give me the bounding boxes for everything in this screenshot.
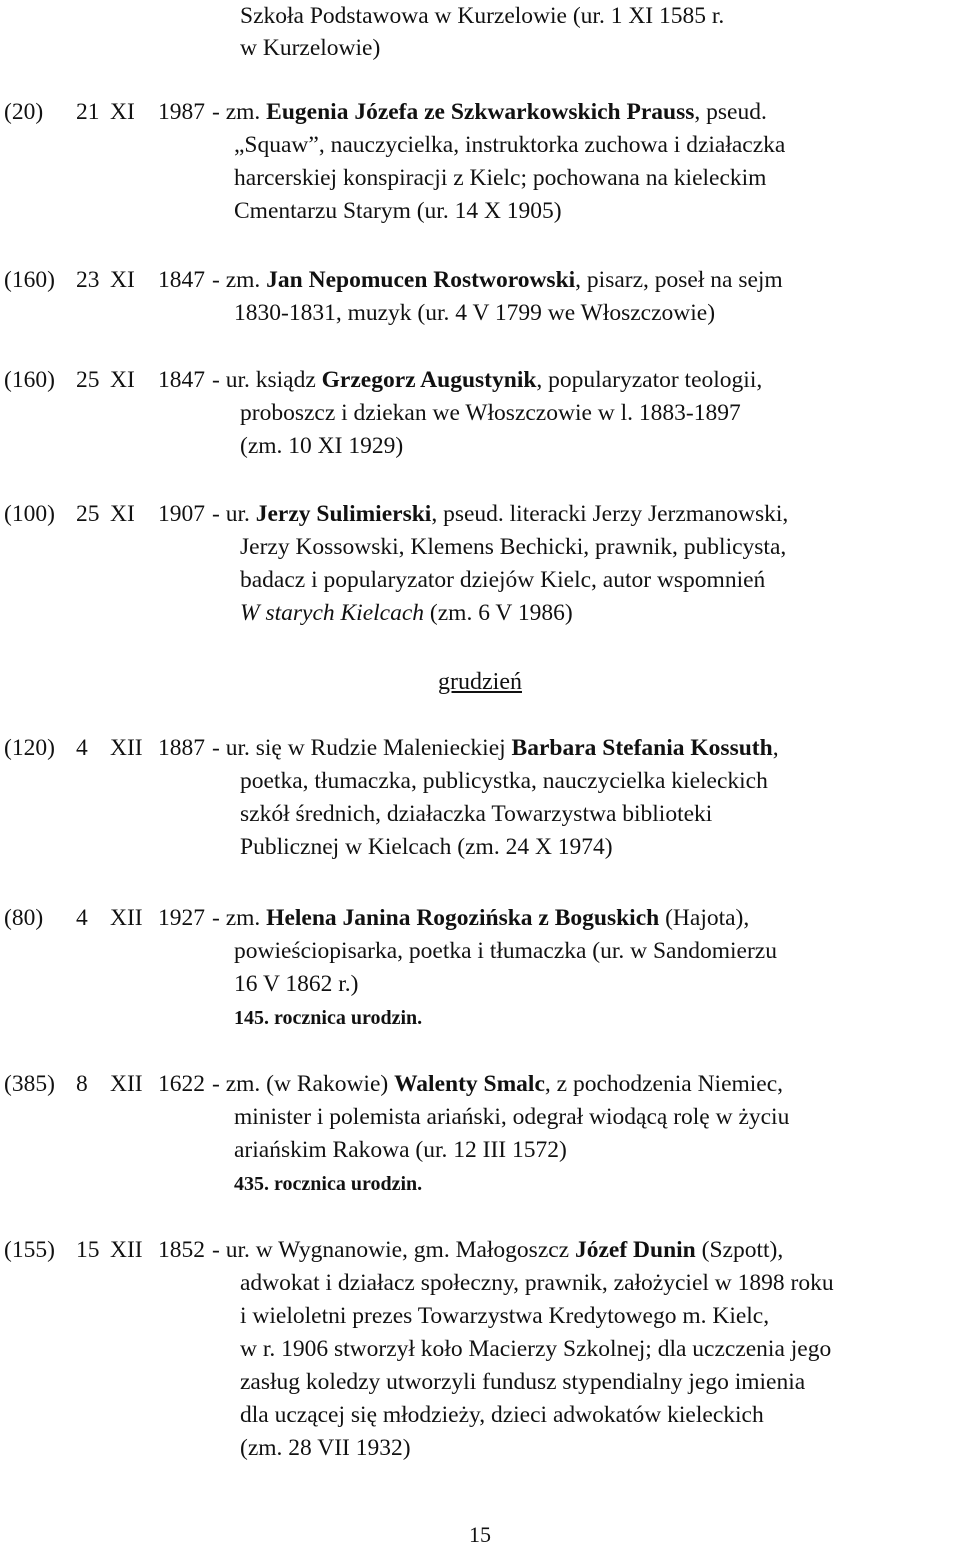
year: 1907 — [158, 501, 205, 527]
event-type: - ur. ksiądz Grzegorz Augustynik, popularyzator teologii, — [212, 367, 763, 393]
entry-line: Cmentarzu Starym (ur. 14 X 1905) — [234, 198, 562, 224]
entry-line: minister i polemista ariański, odegrał wiodącą rolę w życiu — [234, 1104, 790, 1130]
day: 23 — [76, 267, 100, 293]
entry-line: powieściopisarka, poetka i tłumaczka (ur. w Sandomierzu — [234, 938, 777, 964]
year: 1847 — [158, 367, 205, 393]
book-title: W starych Kielcach — [240, 600, 425, 626]
anniversary-note: 145. rocznica urodzin. — [234, 1007, 423, 1029]
entry-line: poetka, tłumaczka, publicystka, nauczycielka kieleckich — [240, 768, 768, 794]
amount: (160) — [4, 367, 55, 393]
month: XII — [110, 1071, 143, 1097]
day: 8 — [76, 1071, 88, 1097]
entry-line: W starych Kielcach (zm. 6 V 1986) — [240, 600, 573, 626]
event-type: - zm. Eugenia Józefa ze Szkwarkowskich Prauss, pseud. — [212, 99, 767, 125]
entry-line: badacz i popularyzator dziejów Kielc, autor wspomnień — [240, 567, 766, 593]
person-name: Eugenia Józefa ze Szkwarkowskich Prauss — [266, 99, 695, 125]
day: 15 — [76, 1237, 100, 1263]
year: 1852 — [158, 1237, 205, 1263]
amount: (160) — [4, 267, 55, 293]
person-name: Jerzy Sulimierski — [255, 501, 432, 527]
amount: (120) — [4, 735, 55, 761]
person-name: Jan Nepomucen Rostworowski — [266, 267, 576, 293]
amount: (100) — [4, 501, 55, 527]
entry-line: (zm. 28 VII 1932) — [240, 1435, 411, 1461]
month: XI — [110, 501, 135, 527]
entry-line: w r. 1906 stworzył koło Macierzy Szkolnej; dla uczczenia jego — [240, 1336, 832, 1362]
month-heading: grudzień — [438, 669, 522, 695]
year: 1987 — [158, 99, 205, 125]
entry-line: zasług koledzy utworzyli fundusz stypendialny jego imienia — [240, 1369, 806, 1395]
month: XII — [110, 905, 143, 931]
person-name: Józef Dunin — [574, 1237, 696, 1263]
event-type: - ur. w Wygnanowie, gm. Małogoszcz Józef Dunin (Szpott), — [212, 1237, 784, 1263]
entry-line: 16 V 1862 r.) — [234, 971, 359, 997]
month: XI — [110, 99, 135, 125]
day: 25 — [76, 367, 100, 393]
entry-line: ariańskim Rakowa (ur. 12 III 1572) — [234, 1137, 567, 1163]
month: XI — [110, 367, 135, 393]
person-name: Helena Janina Rogozińska z Boguskich — [266, 905, 660, 931]
entry-line: szkół średnich, działaczka Towarzystwa biblioteki — [240, 801, 713, 827]
event-type: - ur. się w Rudzie Malenieckiej Barbara Stefania Kossuth, — [212, 735, 779, 761]
year: 1887 — [158, 735, 205, 761]
day: 4 — [76, 905, 88, 931]
year: 1622 — [158, 1071, 205, 1097]
top-fragment-line: Szkoła Podstawowa w Kurzelowie (ur. 1 XI 1585 r. — [240, 3, 725, 29]
amount: (80) — [4, 905, 44, 931]
entry-line: „Squaw”, nauczycielka, instruktorka zuchowa i działaczka — [234, 132, 786, 158]
entry-line: Publicznej w Kielcach (zm. 24 X 1974) — [240, 834, 613, 860]
event-type: - zm. Helena Janina Rogozińska z Boguskich (Hajota), — [212, 905, 750, 931]
anniversary-note: 435. rocznica urodzin. — [234, 1173, 423, 1195]
day: 21 — [76, 99, 100, 125]
amount: (20) — [4, 99, 44, 125]
month: XII — [110, 1237, 143, 1263]
amount: (385) — [4, 1071, 55, 1097]
event-type: - zm. Jan Nepomucen Rostworowski, pisarz, poseł na sejm — [212, 267, 783, 293]
top-fragment-line: w Kurzelowie) — [240, 35, 381, 61]
entry-line: Jerzy Kossowski, Klemens Bechicki, prawnik, publicysta, — [240, 534, 787, 560]
amount: (155) — [4, 1237, 55, 1263]
month: XII — [110, 735, 143, 761]
event-type: - zm. (w Rakowie) Walenty Smalc, z pochodzenia Niemiec, — [212, 1071, 784, 1097]
entry-line: 1830-1831, muzyk (ur. 4 V 1799 we Włoszczowie) — [234, 300, 716, 326]
person-name: Grzegorz Augustynik — [321, 367, 537, 393]
year: 1927 — [158, 905, 205, 931]
entry-line: proboszcz i dziekan we Włoszczowie w l. 1883-1897 — [240, 400, 741, 426]
day: 4 — [76, 735, 88, 761]
entry-line: i wieloletni prezes Towarzystwa Kredytowego m. Kielc, — [240, 1303, 770, 1329]
person-name: Walenty Smalc — [394, 1071, 545, 1097]
person-name: Barbara Stefania Kossuth — [511, 735, 773, 761]
entry-line: (zm. 10 XI 1929) — [240, 433, 404, 459]
entry-line: harcerskiej konspiracji z Kielc; pochowana na kieleckim — [234, 165, 767, 191]
day: 25 — [76, 501, 100, 527]
entry-line: dla uczącej się młodzieży, dzieci adwokatów kieleckich — [240, 1402, 764, 1428]
event-type: - ur. Jerzy Sulimierski, pseud. literacki Jerzy Jerzmanowski, — [212, 501, 789, 527]
month: XI — [110, 267, 135, 293]
entry-line: adwokat i działacz społeczny, prawnik, założyciel w 1898 roku — [240, 1270, 834, 1296]
year: 1847 — [158, 267, 205, 293]
page-number: 15 — [469, 1522, 491, 1547]
